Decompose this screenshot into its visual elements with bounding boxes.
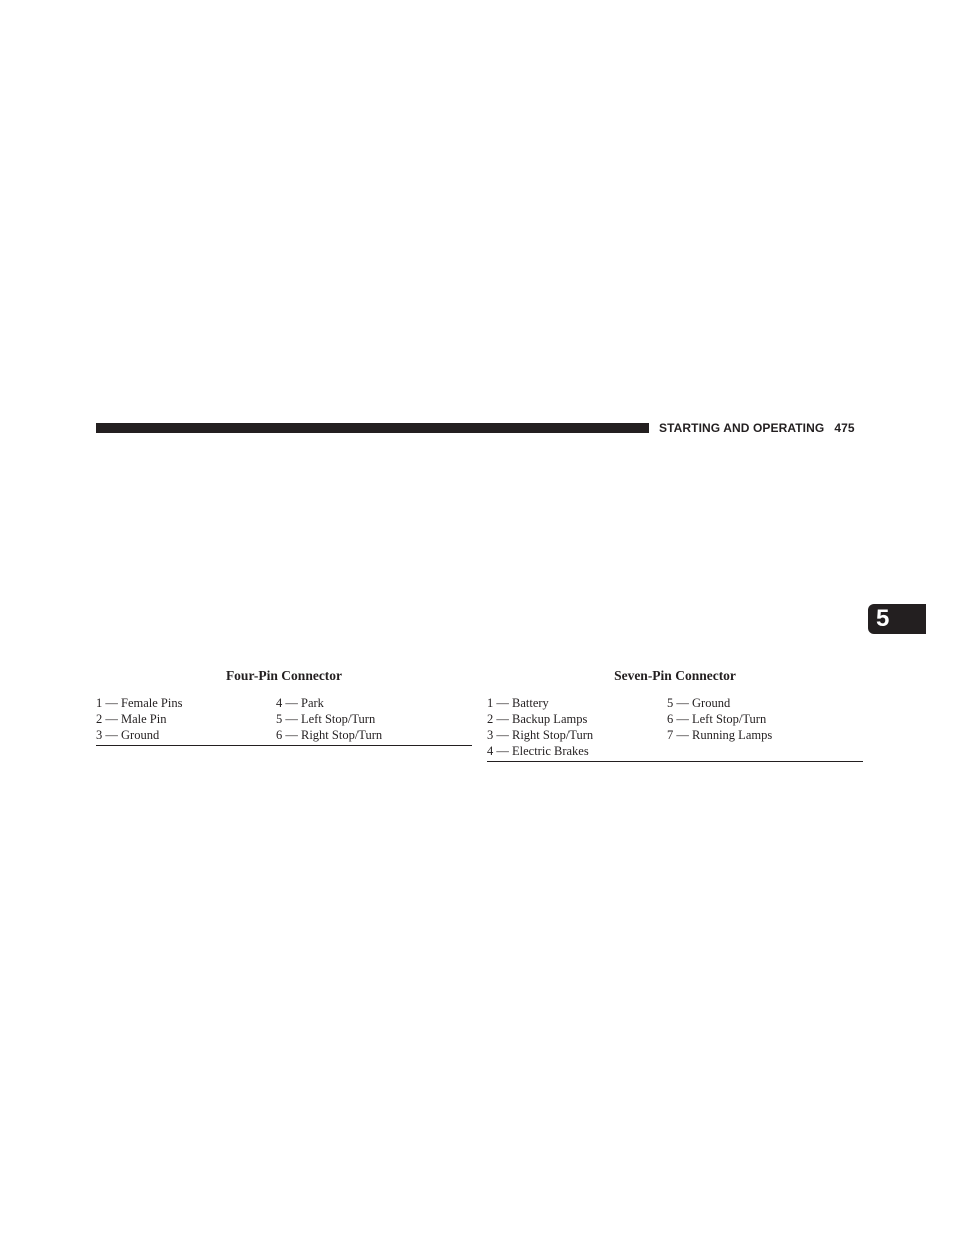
legend-item: 7 — Running Lamps <box>667 728 773 742</box>
legend-item: 4 — Park <box>276 696 324 710</box>
legend-item: 5 — Ground <box>667 696 731 710</box>
legend-item: 4 — Electric Brakes <box>487 744 589 758</box>
legend-item: 5 — Left Stop/Turn <box>276 712 376 726</box>
running-header <box>659 420 869 436</box>
legend-items <box>487 695 863 759</box>
legend-title: Seven-Pin Connector <box>614 668 736 683</box>
legend-item: 1 — Battery <box>487 696 549 710</box>
legend-column-left <box>487 695 593 759</box>
chapter-tab: 5 <box>868 604 926 634</box>
legend-items <box>96 695 472 743</box>
legend-item: 2 — Backup Lamps <box>487 712 588 726</box>
legend-item: 1 — Female Pins <box>96 696 183 710</box>
legend-column-left <box>96 695 182 743</box>
legend-divider <box>487 761 863 762</box>
legend-column-right <box>667 695 772 743</box>
legend-item: 2 — Male Pin <box>96 712 167 726</box>
section-title: STARTING AND OPERATING <box>659 421 825 435</box>
legend-divider <box>96 745 472 746</box>
legend-item: 6 — Right Stop/Turn <box>276 728 383 742</box>
legend-item: 3 — Ground <box>96 728 160 742</box>
legend-column-right <box>276 695 382 743</box>
legend-item: 3 — Right Stop/Turn <box>487 728 594 742</box>
legend-item: 6 — Left Stop/Turn <box>667 712 767 726</box>
legend-title: Four-Pin Connector <box>225 668 343 683</box>
four-pin-connector-legend <box>96 667 472 746</box>
page-number: 475 <box>834 421 855 435</box>
header-rule-bar <box>96 423 649 433</box>
seven-pin-connector-legend <box>487 667 863 762</box>
